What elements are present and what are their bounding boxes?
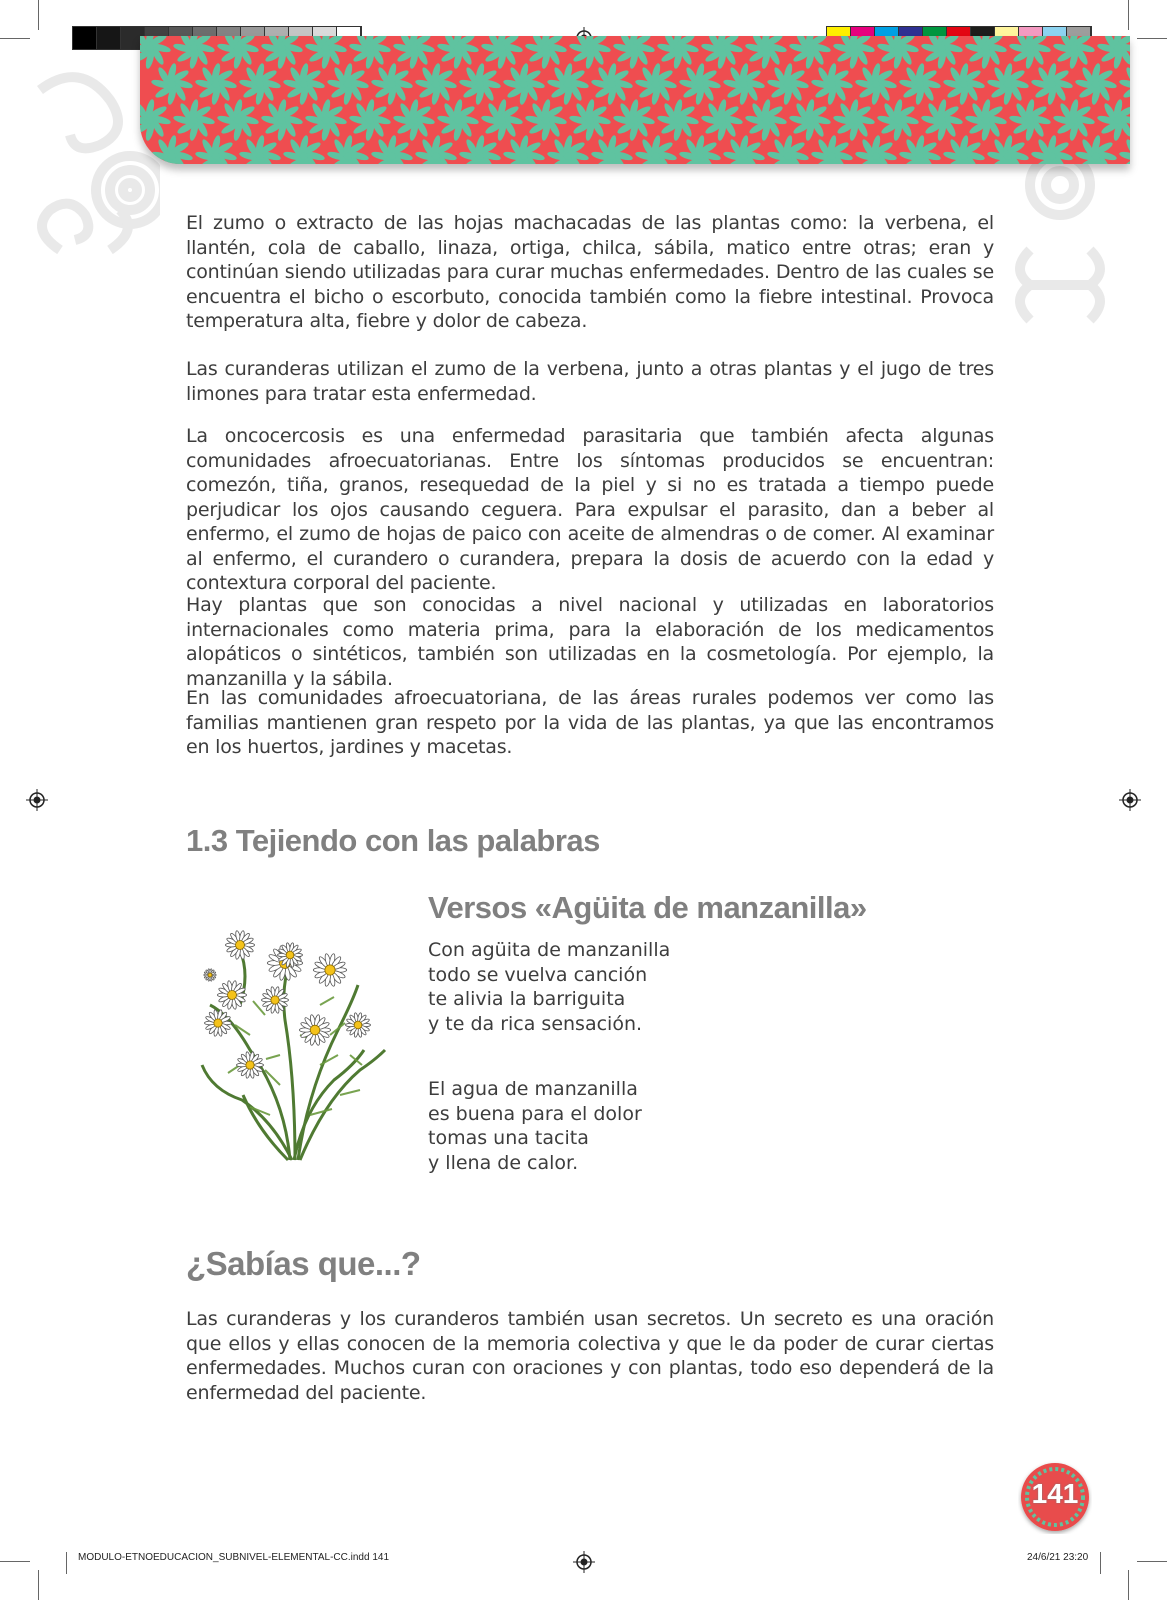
page-number: 141	[1031, 1478, 1079, 1509]
flower-pattern-icon	[140, 36, 1130, 164]
poem-line: tomas una tacita	[428, 1127, 589, 1149]
registration-mark-icon	[1119, 789, 1141, 811]
crop-mark	[38, 0, 39, 30]
crop-mark	[1137, 38, 1167, 39]
paragraph-plant-juices: El zumo o extracto de las hojas machacadas de las plantas como: la verbena, el llantén, cola de caballo, linaza, ortiga, chilca, sábila, matico entre otras; eran y continúan siendo utilizadas para curar muchas enfermedades. Dentro de las cuales se encuentra el bicho o escorbuto, conocida también como la fiebre intestinal. Provoca temperatura alta, fiebre y dolor de cabeza.	[186, 212, 994, 332]
poem-line: te alivia la barriguita	[428, 988, 626, 1010]
crop-mark	[1128, 1570, 1129, 1600]
registration-mark-icon	[26, 789, 48, 811]
paragraph-rural-families: En las comunidades afroecuatoriana, de las áreas rurales podemos ver como las familias mantienen gran respeto por la vida de las plantas, ya que las encontramos en los huertos, jardines y macetas.	[186, 687, 994, 758]
file-slug: MODULO-ETNOEDUCACION_SUBNIVEL-ELEMENTAL-CC.indd 141	[78, 1552, 390, 1563]
crop-mark	[38, 1570, 39, 1600]
poem-title: Versos «Agüita de manzanilla»	[428, 890, 867, 925]
gray-swatch	[73, 27, 97, 49]
poem-line: todo se vuelva canción	[428, 963, 648, 986]
poem-stanza-2	[428, 1077, 642, 1175]
spiral-ornament-icon	[20, 50, 160, 290]
crop-mark	[0, 1561, 30, 1562]
did-you-know-paragraph: Las curanderas y los curanderos también usan secretos. Un secreto es una oración que ellos y ellas conocen de la memoria colectiva y que le da poder de curar ciertas enfermedades. Muchos curan con oraciones y con plantas, todo eso dependerá de la enfermedad del paciente.	[186, 1308, 994, 1404]
poem-line: y llena de calor.	[428, 1151, 579, 1174]
did-you-know-heading: ¿Sabías que...?	[186, 1245, 421, 1282]
crop-mark	[1100, 1552, 1101, 1574]
paragraph-laboratories: Hay plantas que son conocidas a nivel nacional y utilizadas en laboratorios internacionales como materia prima, para la elaboración de los medicamentos alopáticos o sintéticos, también son utilizadas en la cosmetología. Por ejemplo, la manzanilla y la sábila.	[186, 594, 994, 690]
poem-stanza-1	[428, 938, 670, 1036]
registration-mark-icon	[573, 1551, 595, 1573]
crop-mark	[0, 38, 30, 39]
poem-line: es buena para el dolor	[428, 1102, 642, 1125]
gray-swatch	[97, 27, 121, 49]
paragraph-verbena-treatment: Las curanderas utilizan el zumo de la verbena, junto a otras plantas y el jugo de tres limones para tratar esta enfermedad.	[186, 358, 994, 405]
crop-mark	[1128, 0, 1129, 30]
section-heading: 1.3 Tejiendo con las palabras	[186, 823, 600, 858]
paragraph-oncocercosis: La oncocercosis es una enfermedad parasitaria que también afecta algunas comunidades afroecuatorianas. Entre los síntomas producidos se encuentran: comezón, tiña, granos, resequedad de la piel y si no es tratada a tiempo puede perjudicar los ojos causando ceguera. Para expulsar el parasito, dan a beber al enfermo, el zumo de hojas de paico con aceite de almendras o de comer. Al examinar al enfermo, el curandero o curandera, prepara la dosis de acuerdo con la edad y contextura corporal del paciente.	[186, 425, 994, 594]
header-pattern-band	[140, 36, 1130, 164]
poem-line: y te da rica sensación.	[428, 1012, 643, 1035]
poem-line: Con agüita de manzanilla	[428, 939, 671, 961]
date-slug: 24/6/21 23:20	[1027, 1552, 1089, 1563]
poem-line: El agua de manzanilla	[428, 1078, 638, 1100]
crop-mark	[1137, 1561, 1167, 1562]
spiral-ornament-icon	[1000, 150, 1120, 340]
crop-mark	[66, 1552, 67, 1574]
chamomile-illustration	[180, 915, 410, 1165]
